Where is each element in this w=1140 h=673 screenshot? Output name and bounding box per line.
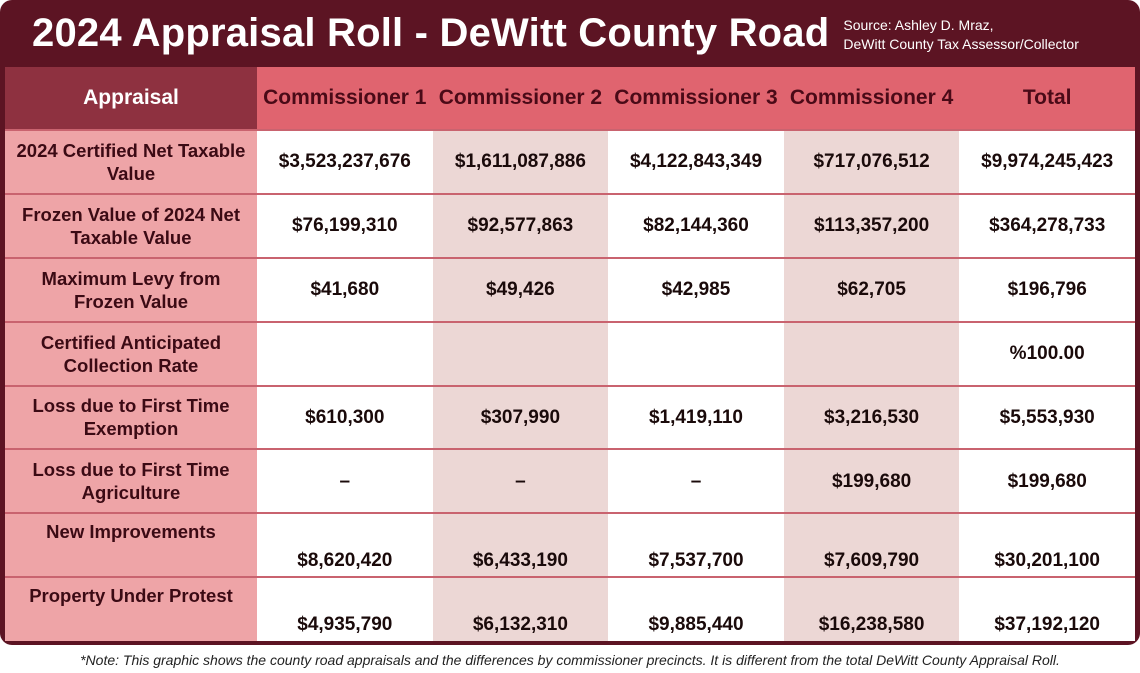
row-label: Maximum Levy from Frozen Value xyxy=(5,258,257,322)
source-line-1: Source: Ashley D. Mraz, xyxy=(843,16,994,33)
table-cell: – xyxy=(257,449,433,513)
table-cell: $3,216,530 xyxy=(784,386,960,450)
table-cell: $610,300 xyxy=(257,386,433,450)
row-label: Property Under Protest xyxy=(5,577,257,641)
table-cell: $4,122,843,349 xyxy=(608,130,784,194)
table-cell: $307,990 xyxy=(433,386,609,450)
source-line-2: DeWitt County Tax Assessor/Collector xyxy=(843,35,1079,52)
table-cell: $364,278,733 xyxy=(959,194,1135,258)
table-cell: $6,433,190 xyxy=(433,513,609,577)
column-header: Total xyxy=(959,67,1135,130)
table-cell: $113,357,200 xyxy=(784,194,960,258)
table-cell xyxy=(433,322,609,386)
table-cell: $8,620,420 xyxy=(257,513,433,577)
table-cell: $7,537,700 xyxy=(608,513,784,577)
footnote: *Note: This graphic shows the county road appraisals and the differences by commissioner precincts. It is different from the total DeWitt County Appraisal Roll. xyxy=(80,652,1060,668)
table-cell: $6,132,310 xyxy=(433,577,609,641)
appraisal-table xyxy=(5,67,1135,641)
table-cell: $1,611,087,886 xyxy=(433,130,609,194)
row-label: Loss due to First Time Exemption xyxy=(5,386,257,450)
row-label: Certified Anticipated Collection Rate xyxy=(5,322,257,386)
table-row xyxy=(5,322,1135,386)
table-cell: $1,419,110 xyxy=(608,386,784,450)
row-label: 2024 Certified Net Taxable Value xyxy=(5,130,257,194)
source-credit xyxy=(843,16,1079,54)
table-cell: $62,705 xyxy=(784,258,960,322)
table-cell: $199,680 xyxy=(959,449,1135,513)
table-cell: $16,238,580 xyxy=(784,577,960,641)
table-cell: $30,201,100 xyxy=(959,513,1135,577)
table-cell xyxy=(608,322,784,386)
table-row xyxy=(5,386,1135,450)
table-row xyxy=(5,258,1135,322)
column-header: Commissioner 2 xyxy=(433,67,609,130)
page-title: 2024 Appraisal Roll - DeWitt County Road xyxy=(32,11,830,55)
header-row xyxy=(5,67,1135,130)
column-header: Commissioner 4 xyxy=(784,67,960,130)
table-cell: $92,577,863 xyxy=(433,194,609,258)
column-header: Commissioner 1 xyxy=(257,67,433,130)
table-cell: – xyxy=(433,449,609,513)
table-cell: $3,523,237,676 xyxy=(257,130,433,194)
table-cell: $37,192,120 xyxy=(959,577,1135,641)
table-cell: – xyxy=(608,449,784,513)
table-cell: $9,885,440 xyxy=(608,577,784,641)
table-cell: $76,199,310 xyxy=(257,194,433,258)
table-row xyxy=(5,577,1135,641)
row-label: New Improvements xyxy=(5,513,257,577)
row-label: Loss due to First Time Agriculture xyxy=(5,449,257,513)
table-row xyxy=(5,449,1135,513)
table-cell: %100.00 xyxy=(959,322,1135,386)
table-cell: $7,609,790 xyxy=(784,513,960,577)
table-cell: $42,985 xyxy=(608,258,784,322)
table-cell: $41,680 xyxy=(257,258,433,322)
table-cell: $9,974,245,423 xyxy=(959,130,1135,194)
table-cell: $4,935,790 xyxy=(257,577,433,641)
row-label: Frozen Value of 2024 Net Taxable Value xyxy=(5,194,257,258)
table-cell: $49,426 xyxy=(433,258,609,322)
table-cell: $5,553,930 xyxy=(959,386,1135,450)
table-row xyxy=(5,130,1135,194)
column-header: Commissioner 3 xyxy=(608,67,784,130)
table-row xyxy=(5,194,1135,258)
table-row xyxy=(5,513,1135,577)
table-cell: $199,680 xyxy=(784,449,960,513)
table-cell: $196,796 xyxy=(959,258,1135,322)
table-cell: $717,076,512 xyxy=(784,130,960,194)
table-cell xyxy=(784,322,960,386)
title-bar xyxy=(0,0,1140,67)
column-header: Appraisal xyxy=(5,67,257,130)
table-cell: $82,144,360 xyxy=(608,194,784,258)
table-cell xyxy=(257,322,433,386)
